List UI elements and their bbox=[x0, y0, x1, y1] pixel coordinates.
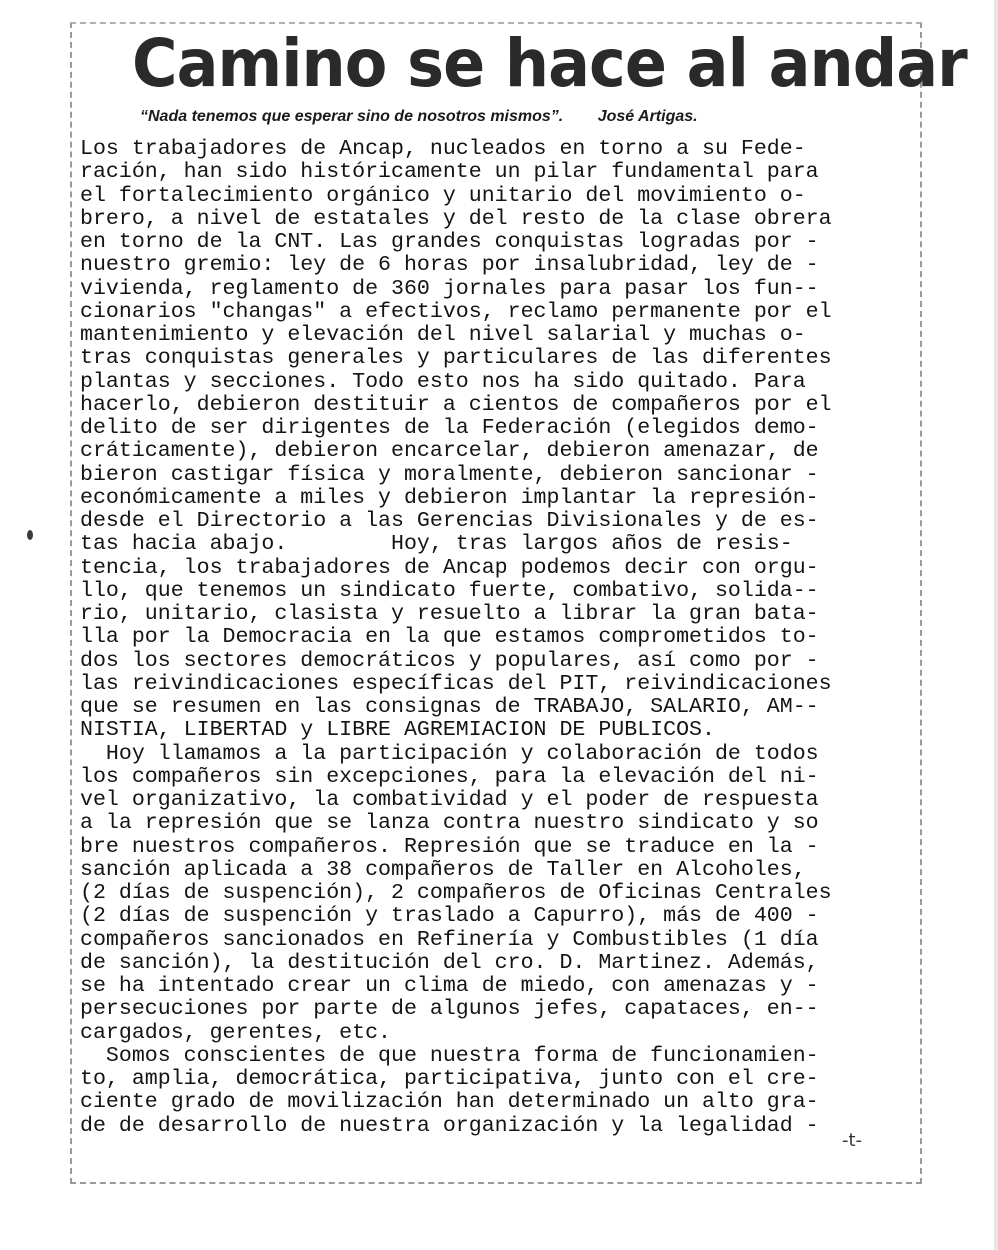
article-line: cráticamente), debieron encarcelar, debieron amenazar, de bbox=[80, 439, 819, 464]
article-line: plantas y secciones. Todo esto nos ha sido quitado. Para bbox=[80, 369, 806, 394]
article-line: rio, unitario, clasista y resuelto a librar la gran bata- bbox=[80, 602, 819, 626]
article-line: ración, han sido históricamente un pilar fundamental para bbox=[80, 160, 819, 185]
article-line: cionarios "changas" a efectivos, reclamo permanente por el bbox=[80, 299, 832, 324]
article-line: to, amplia, democrática, participativa, junto con el cre- bbox=[80, 1067, 819, 1091]
article-line: Los trabajadores de Ancap, nucleados en torno a su Fede- bbox=[80, 137, 806, 161]
article-line: persecuciones por parte de algunos jefes, capataces, en-- bbox=[80, 997, 819, 1022]
article-line: tras conquistas generales y particulares de las diferentes bbox=[80, 346, 832, 371]
article-line: bieron castigar física y moralmente, debieron sancionar - bbox=[80, 462, 819, 487]
page-mark: -t- bbox=[842, 1130, 863, 1151]
article-line: NISTIA, LIBERTAD y LIBRE AGREMIACION DE PUBLICOS. bbox=[80, 718, 715, 743]
article-line: delito de ser dirigentes de la Federación (elegidos demo- bbox=[80, 416, 819, 440]
article-line: tencia, los trabajadores de Ancap podemos decir con orgu- bbox=[80, 555, 819, 580]
article-line: bre nuestros compañeros. Represión que se traduce en la - bbox=[80, 834, 819, 859]
article-line: que se resumen en las consignas de TRABAJO, SALARIO, AM-- bbox=[80, 695, 819, 719]
article-line: llo, que tenemos un sindicato fuerte, combativo, solida-- bbox=[80, 578, 819, 603]
article-line: mantenimiento y elevación del nivel salarial y muchas o- bbox=[80, 323, 806, 347]
scan-speck bbox=[27, 530, 33, 540]
article-line: en torno de la CNT. Las grandes conquistas logradas por - bbox=[80, 230, 819, 254]
article-line: dos los sectores democráticos y populares, así como por - bbox=[80, 648, 819, 673]
article-line: desde el Directorio a las Gerencias Divisionales y de es- bbox=[80, 509, 819, 533]
article-line: vel organizativo, la combatividad y el poder de respuesta bbox=[80, 788, 819, 812]
article-line: compañeros sancionados en Refinería y Combustibles (1 día bbox=[80, 927, 819, 952]
article-line: el fortalecimiento orgánico y unitario del movimiento o- bbox=[80, 183, 806, 208]
article-line: de sanción), la destitución del cro. D. Martinez. Además, bbox=[80, 950, 819, 975]
article-line: hacerlo, debieron destituir a cientos de compañeros por el bbox=[80, 392, 832, 417]
article-line: ciente grado de movilización han determinado un alto gra- bbox=[80, 1090, 819, 1115]
article-line: (2 días de suspención), 2 compañeros de Oficinas Centrales bbox=[80, 881, 832, 905]
article-body bbox=[80, 138, 928, 1138]
article-line: las reivindicaciones específicas del PIT, reivindicaciones bbox=[80, 671, 832, 696]
article-line: Hoy llamamos a la participación y colaboración de todos bbox=[80, 741, 819, 766]
epigraph-quote: “Nada tenemos que esperar sino de nosotros mismos”. bbox=[140, 108, 564, 125]
epigraph bbox=[140, 108, 820, 126]
scan-edge bbox=[994, 0, 998, 1250]
article-line: los compañeros sin excepciones, para la elevación del ni- bbox=[80, 764, 819, 789]
article-line: se ha intentado crear un clima de miedo, con amenazas y - bbox=[80, 974, 819, 998]
article-line: cargados, gerentes, etc. bbox=[80, 1020, 392, 1045]
article-line: brero, a nivel de estatales y del resto de la clase obrera bbox=[80, 206, 832, 231]
article-line: Somos conscientes de que nuestra forma de funcionamien- bbox=[80, 1043, 819, 1068]
article-line: vivienda, reglamento de 360 jornales para pasar los fun-- bbox=[80, 276, 819, 301]
article-line: a la represión que se lanza contra nuestro sindicato y so bbox=[80, 811, 819, 836]
headline: Camino se hace al andar bbox=[132, 25, 967, 102]
article-line: nuestro gremio: ley de 6 horas por insalubridad, ley de - bbox=[80, 253, 819, 278]
article-line: lla por la Democracia en la que estamos comprometidos to- bbox=[80, 625, 819, 650]
article-line: tas hacia abajo. Hoy, tras largos años de resis- bbox=[80, 532, 793, 557]
article-line: (2 días de suspención y traslado a Capurro), más de 400 - bbox=[80, 904, 819, 929]
epigraph-author: José Artigas. bbox=[597, 108, 698, 125]
article-line: de de desarrollo de nuestra organización y la legalidad - bbox=[80, 1113, 819, 1138]
article-line: sanción aplicada a 38 compañeros de Taller en Alcoholes, bbox=[80, 857, 806, 882]
article-line: económicamente a miles y debieron implantar la represión- bbox=[80, 485, 819, 510]
